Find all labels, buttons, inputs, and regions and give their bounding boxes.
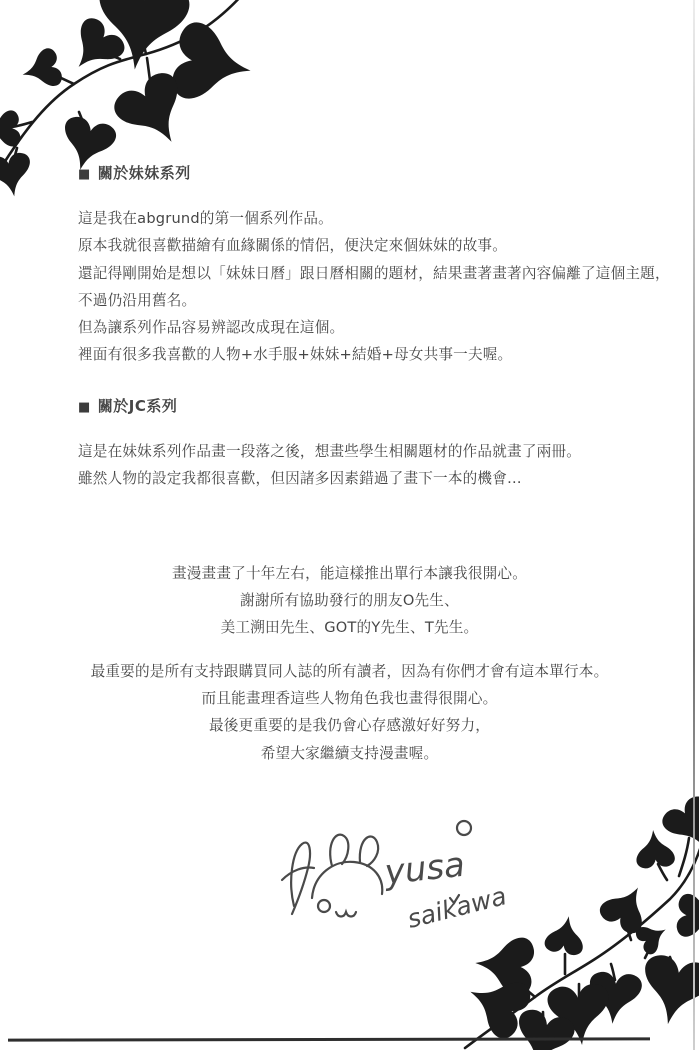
sister-series-paragraph: [78, 205, 670, 369]
signature-script-text: yusa: [382, 844, 467, 893]
paragraph-line: 雖然人物的設定我都很喜歡，但因諸多因素錯過了畫下一本的機會…: [78, 470, 522, 488]
readers-line: 最重要的是所有支持跟購買同人誌的所有讀者，因為有你們才會有這本單行本。: [90, 663, 609, 680]
thanks-line: 畫漫畫畫了十年左右，能這樣推出單行本讓我很開心。: [171, 565, 528, 582]
square-bullet-icon: ■: [78, 400, 91, 415]
signature-flourish: [282, 843, 314, 914]
paragraph-line: 但為讓系列作品容易辨認改成現在這個。: [78, 319, 345, 337]
signature-halo-circle: [457, 821, 471, 835]
readers-thanks-block: [0, 658, 699, 767]
paragraph-line: 不過仍沿用舊名。: [78, 291, 197, 309]
thanks-block: [0, 560, 699, 642]
scan-edge-right: [693, 0, 695, 1050]
thanks-line: 謝謝所有協助發行的朋友O先生、: [240, 592, 459, 610]
thanks-line: 美工溯田先生、GOT的Y先生、T先生。: [220, 619, 479, 637]
section-heading-sister-series: [78, 162, 191, 183]
readers-line: 而且能畫理香這些人物角色我也畫得很開心。: [201, 690, 498, 708]
paragraph-line: 這是在妹妹系列作品畫一段落之後，想畫些學生相關題材的作品就畫了兩冊。: [78, 443, 581, 460]
bunny-doodle: [312, 835, 382, 917]
paragraph-line: 原本我就很喜歡描繪有血緣關係的情侶，便決定來個妹妹的故事。: [78, 237, 508, 255]
square-bullet-icon: ■: [78, 167, 91, 182]
readers-line: 希望大家繼續支持漫畫喔。: [260, 744, 439, 762]
readers-line: 最後更重要的是我仍會心存感激好好努力，: [208, 717, 491, 735]
paragraph-line: 還記得剛開始是想以「妹妹日曆」跟日曆相關的題材，結果畫著畫著內容偏離了這個主題，: [78, 264, 670, 282]
artist-signature: [268, 806, 568, 946]
jc-series-paragraph: [78, 438, 581, 493]
section-heading-text: 關於JC系列: [97, 397, 178, 415]
section-heading-text: 關於妹妹系列: [97, 164, 191, 182]
signature-artist-name: saikawa: [404, 881, 510, 934]
paragraph-line: 裡面有很多我喜歡的人物+水手服+妹妹+結婚+母女共事一夫喔。: [78, 346, 513, 364]
section-heading-jc-series: [78, 395, 177, 416]
paragraph-line: 這是我在abgrund的第一個系列作品。: [78, 210, 333, 227]
